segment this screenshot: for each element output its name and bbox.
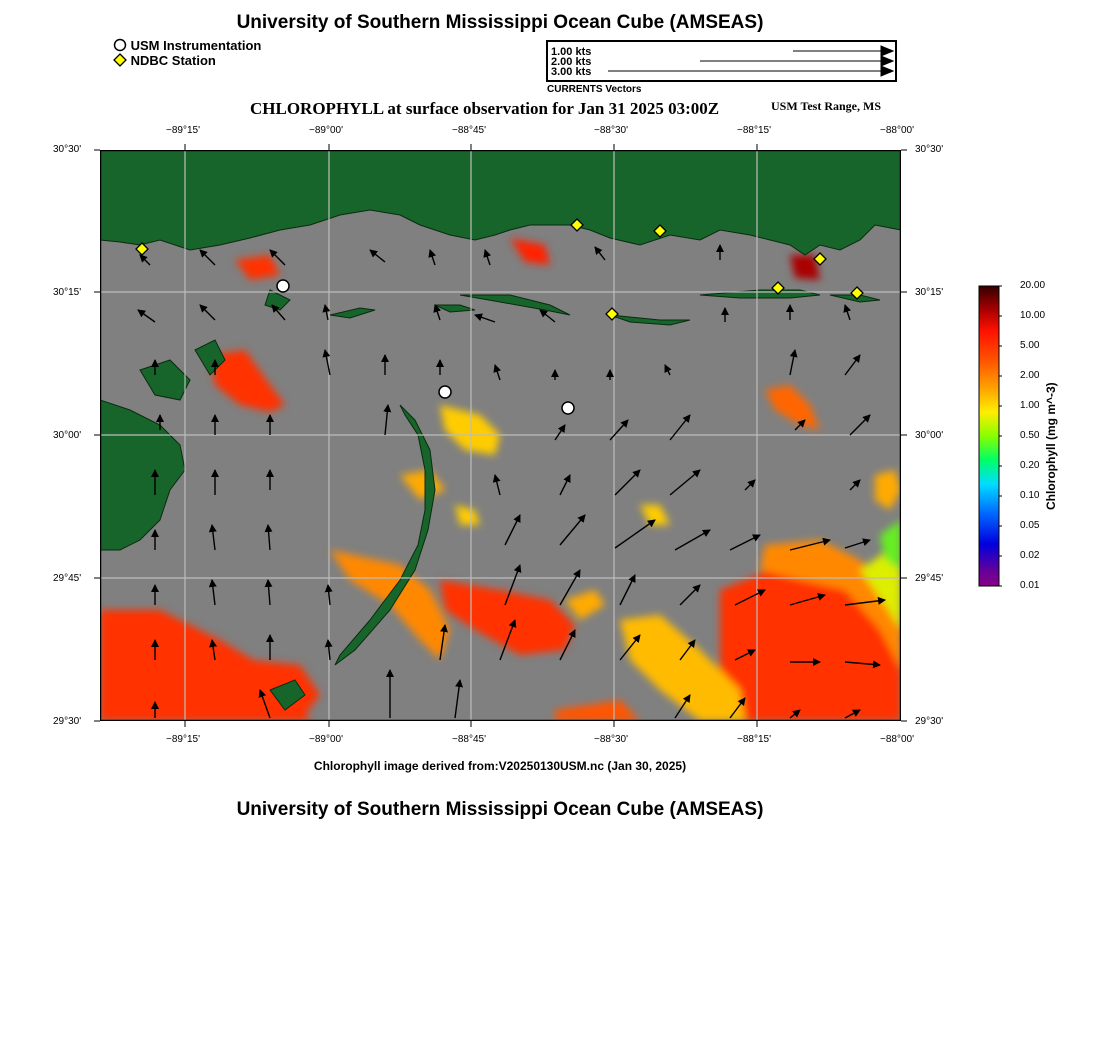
colorbar-label: 0.05 [1020, 520, 1040, 531]
range-name: USM Test Range, MS [771, 99, 882, 113]
lat-tick-right: 30°30' [915, 144, 944, 155]
vector-legend-1kt: 1.00 kts [551, 46, 592, 58]
map-tick-marks [94, 144, 907, 727]
lon-tick-top: −88°00' [880, 125, 914, 136]
colorbar-label: 0.02 [1020, 550, 1040, 561]
lat-tick-left: 30°15' [53, 287, 82, 298]
colorbar [978, 285, 1002, 587]
colorbar-label: 20.00 [1020, 280, 1046, 291]
vector-legend [546, 40, 897, 82]
lat-tick-left: 30°00' [53, 430, 82, 441]
image-credit: Chlorophyll image derived from:V20250130USM.nc (Jan 30, 2025) [313, 759, 687, 773]
yellow-diamond-icon [113, 53, 127, 67]
legend-ndbc [113, 53, 216, 68]
lon-tick-bottom: −88°00' [880, 734, 914, 745]
lon-tick-top: −88°30' [594, 125, 628, 136]
white-circle-icon [113, 38, 127, 52]
legend-usm [113, 38, 261, 53]
colorbar-label: 0.50 [1020, 430, 1040, 441]
colorbar-label: 0.20 [1020, 460, 1040, 471]
lon-tick-top: −88°15' [737, 125, 771, 136]
lon-tick-bottom: −88°15' [737, 734, 771, 745]
legend-usm-label: USM Instrumentation [130, 38, 262, 53]
colorbar-title: Chlorophyll (mg m^-3) [1044, 382, 1058, 510]
lat-tick-right: 30°15' [915, 287, 944, 298]
lon-tick-bottom: −88°30' [594, 734, 628, 745]
lon-tick-bottom: −89°00' [309, 734, 343, 745]
page-title: University of Southern Mississippi Ocean Cube (AMSEAS) [236, 12, 764, 33]
vector-legend-caption: CURRENTS Vectors [547, 84, 642, 95]
lon-tick-top: −88°45' [452, 125, 486, 136]
colorbar-label: 5.00 [1020, 340, 1040, 351]
lat-tick-left: 29°45' [53, 573, 82, 584]
lat-tick-right: 30°00' [915, 430, 944, 441]
colorbar-label: 10.00 [1020, 310, 1046, 321]
lat-tick-right: 29°30' [915, 716, 944, 727]
lon-tick-top: −89°00' [309, 125, 343, 136]
colorbar-label: 2.00 [1020, 370, 1040, 381]
lon-tick-bottom: −88°45' [452, 734, 486, 745]
vector-legend-arrows [548, 42, 895, 80]
lon-tick-top: −89°15' [166, 125, 200, 136]
colorbar-label: 1.00 [1020, 400, 1040, 411]
legend-ndbc-label: NDBC Station [130, 53, 216, 68]
footer-title: University of Southern Mississippi Ocean Cube (AMSEAS) [236, 799, 764, 820]
vector-legend-3kt: 3.00 kts [551, 66, 592, 78]
lat-tick-left: 29°30' [53, 716, 82, 727]
vector-legend-2kt: 2.00 kts [551, 56, 592, 68]
colorbar-label: 0.01 [1020, 580, 1040, 591]
colorbar-label: 0.10 [1020, 490, 1040, 501]
lat-tick-left: 30°30' [53, 144, 82, 155]
lat-tick-right: 29°45' [915, 573, 944, 584]
map-subtitle: CHLOROPHYLL at surface observation for Jan 31 2025 03:00Z [250, 99, 720, 118]
lon-tick-bottom: −89°15' [166, 734, 200, 745]
